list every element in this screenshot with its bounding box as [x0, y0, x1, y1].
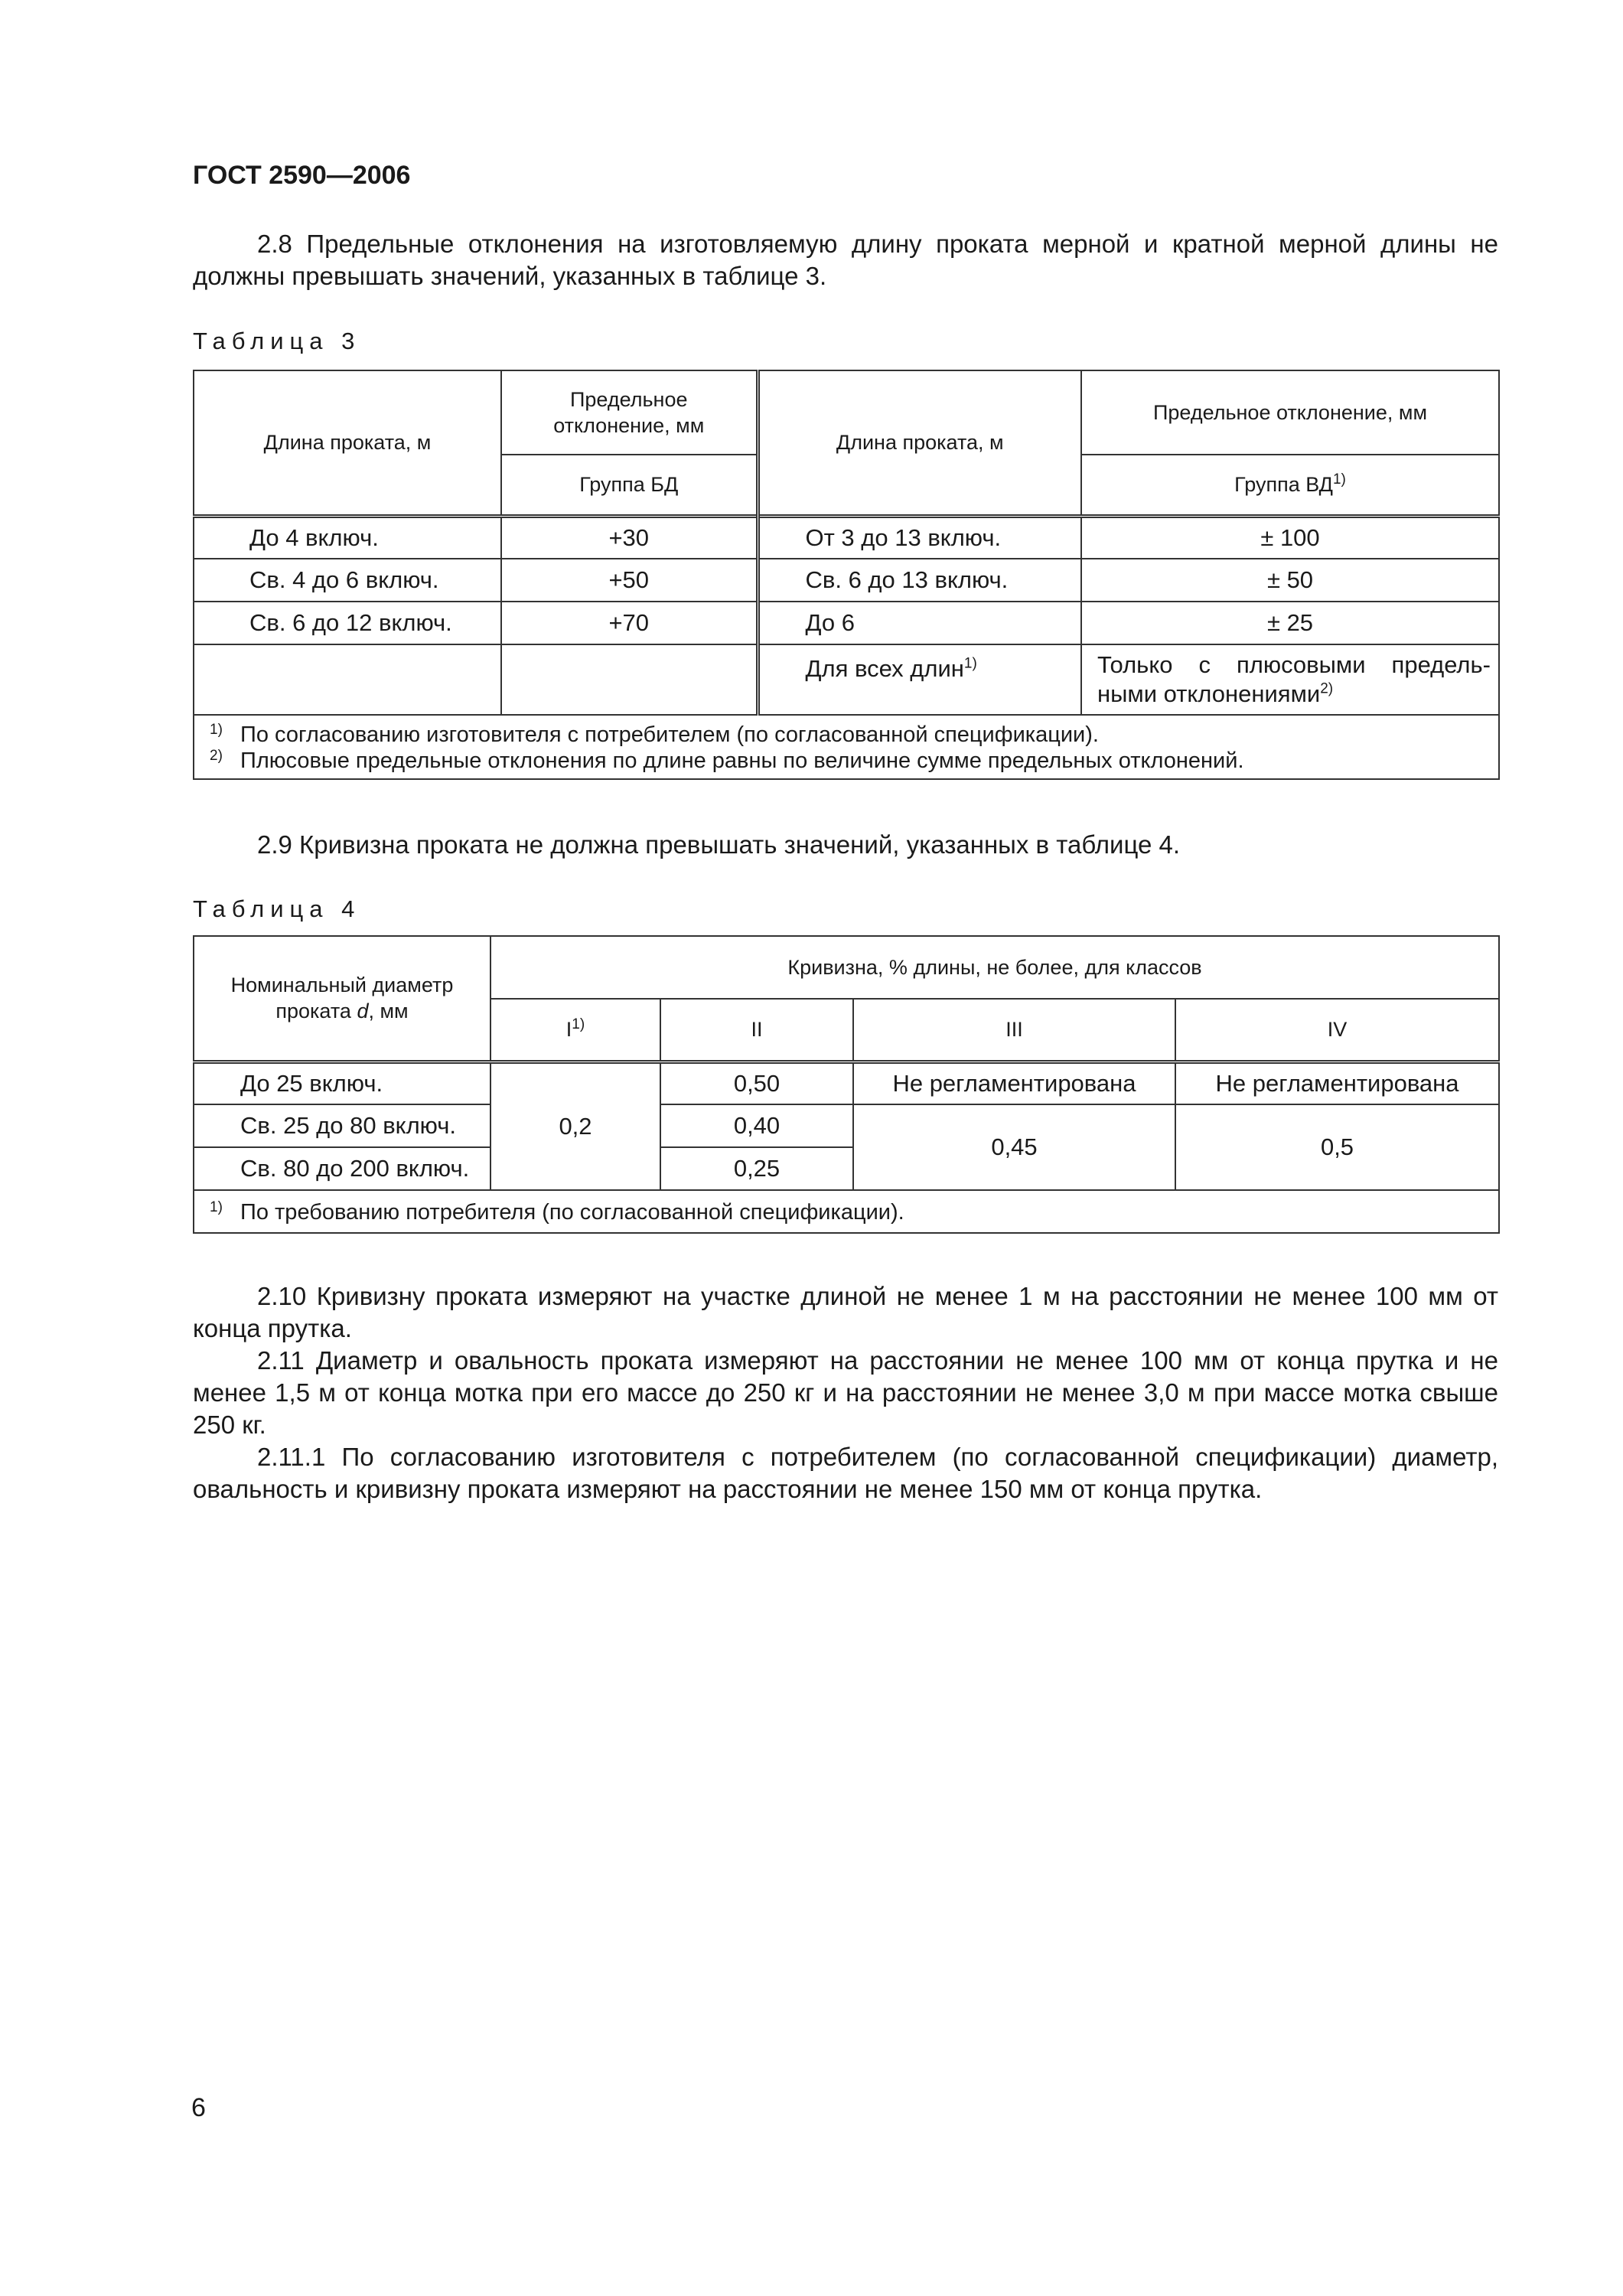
- table3-caption: Таблица 3: [193, 328, 361, 354]
- t3-footnote-1: [210, 722, 1491, 748]
- t3-group-vd-footnote-mark: 1): [1332, 471, 1346, 488]
- t4-header-class-ii: II: [660, 999, 853, 1062]
- t3-header-deviation-right: Предельное отклонение, мм: [1081, 370, 1499, 455]
- t3-row4-len-right: [758, 644, 1081, 715]
- t4-row1-class-iv: Не регламентирована: [1175, 1062, 1499, 1104]
- t4-header-diameter-symbol: d: [357, 1000, 369, 1023]
- paragraph-2-9: [193, 829, 1498, 861]
- t3-row3-dev-left: +70: [501, 602, 758, 644]
- t3-footnote-1-text: По согласованию изготовителя с потребителем (по согласованной спецификации).: [240, 722, 1099, 747]
- t4-header-curvature: Кривизна, % длины, не более, для классов: [490, 936, 1499, 999]
- t3-row3-len-left: Св. 6 до 12 включ.: [194, 602, 501, 644]
- t4-header-diameter-line1: Номинальный диаметр: [230, 974, 454, 997]
- t3-row3-dev-right: ± 25: [1081, 602, 1499, 644]
- t3-footnote-1-mark: 1): [210, 722, 223, 738]
- t3-row4-dev-left: [501, 644, 758, 715]
- t3-row4-dev-right-text: Только с плюсовыми предель-ными отклонениями: [1097, 651, 1491, 707]
- t4-header-diameter: [194, 936, 490, 1062]
- t3-row2-len-left: Св. 4 до 6 включ.: [194, 559, 501, 602]
- paragraph-2-9-text: 2.9 Кривизна проката не должна превышать значений, указанных в таблице 4.: [257, 830, 1181, 859]
- t3-footnote-2-mark: 2): [210, 748, 223, 764]
- t3-header-deviation-left: Предельное отклонение, мм: [501, 370, 758, 455]
- t4-header-diameter-prefix: проката: [275, 1000, 357, 1023]
- t3-row4-dev-right-mark: 2): [1320, 680, 1334, 697]
- t4-class-i-label: I: [565, 1018, 572, 1042]
- t4-class-i-value: 0,2: [490, 1062, 660, 1190]
- t3-header-length-left: Длина проката, м: [194, 370, 501, 516]
- t4-row3-class-ii: 0,25: [660, 1147, 853, 1190]
- t3-header-group-vd: [1081, 455, 1499, 516]
- t4-footnote-1: [210, 1199, 1491, 1225]
- t3-footnotes: [194, 715, 1499, 779]
- t4-footnote-1-text: По требованию потребителя (по согласованной спецификации).: [240, 1200, 904, 1225]
- t4-footnote-1-mark: 1): [210, 1199, 223, 1215]
- table4-caption: Таблица 4: [193, 895, 361, 922]
- page-number: 6: [191, 2093, 206, 2122]
- t3-row2-dev-right: ± 50: [1081, 559, 1499, 602]
- t4-class-iv-merged: 0,5: [1175, 1104, 1499, 1190]
- paragraph-2-10: [193, 1280, 1498, 1345]
- t3-row1-len-left: До 4 включ.: [194, 516, 501, 559]
- t3-row2-dev-left: +50: [501, 559, 758, 602]
- t3-row2-len-right: Св. 6 до 13 включ.: [758, 559, 1081, 602]
- paragraph-2-11-text: 2.11 Диаметр и овальность проката измеряют на расстоянии не менее 100 мм от конца прутка и не менее 1,5 м от конца мотка при его массе до 250 кг и на расстоянии не менее 3,0 м при массе мотка свыше 250 кг.: [193, 1346, 1498, 1439]
- table-4: [193, 935, 1500, 1234]
- t3-group-vd-label: Группа ВД: [1234, 473, 1333, 497]
- table-3: [193, 370, 1500, 780]
- t3-row1-dev-left: +30: [501, 516, 758, 559]
- t4-row1-class-iii: Не регламентирована: [853, 1062, 1175, 1104]
- t3-row1-len-right: От 3 до 13 включ.: [758, 516, 1081, 559]
- t4-header-class-i: [490, 999, 660, 1062]
- t3-footnote-2: [210, 748, 1491, 774]
- t4-row2-diameter: Св. 25 до 80 включ.: [194, 1104, 490, 1147]
- t4-header-diameter-unit: , мм: [368, 1000, 409, 1023]
- document-header: ГОСТ 2590—2006: [193, 161, 411, 190]
- paragraph-2-11-1: [193, 1441, 1498, 1505]
- paragraph-2-10-text: 2.10 Кривизну проката измеряют на участке длиной не менее 1 м на расстоянии не менее 100 мм от конца прутка.: [193, 1282, 1498, 1342]
- t3-header-length-right: Длина проката, м: [758, 370, 1081, 516]
- t3-header-group-bd: Группа БД: [501, 455, 758, 516]
- t4-footnote: [194, 1190, 1499, 1233]
- t4-row1-diameter: До 25 включ.: [194, 1062, 490, 1104]
- t3-row4-len-right-text: Для всех длин: [805, 655, 964, 682]
- paragraph-2-8-text: 2.8 Предельные отклонения на изготовляемую длину проката мерной и кратной мерной длины не должны превышать значений, указанных в таблице 3.: [193, 230, 1498, 290]
- t4-class-iii-merged: 0,45: [853, 1104, 1175, 1190]
- t3-footnote-2-text: Плюсовые предельные отклонения по длине равны по величине сумме предельных отклонений.: [240, 748, 1244, 773]
- t4-class-i-mark: 1): [572, 1016, 585, 1033]
- paragraph-2-8: [193, 228, 1498, 292]
- t4-row1-class-ii: 0,50: [660, 1062, 853, 1104]
- t3-row4-len-left: [194, 644, 501, 715]
- paragraph-2-11: [193, 1345, 1498, 1441]
- paragraph-2-11-1-text: 2.11.1 По согласованию изготовителя с потребителем (по согласованной спецификации) диаметр, овальность и кривизну проката измеряют на расстоянии не менее 150 мм от конца прутка.: [193, 1443, 1498, 1503]
- t4-header-class-iv: IV: [1175, 999, 1499, 1062]
- t3-row1-dev-right: ± 100: [1081, 516, 1499, 559]
- t4-header-class-iii: III: [853, 999, 1175, 1062]
- t3-row4-dev-right: [1081, 644, 1499, 715]
- t3-row3-len-right: До 6: [758, 602, 1081, 644]
- t3-row4-len-right-mark: 1): [963, 655, 977, 672]
- t4-row3-diameter: Св. 80 до 200 включ.: [194, 1147, 490, 1190]
- t4-header-diameter-line2: [202, 998, 482, 1024]
- t4-row2-class-ii: 0,40: [660, 1104, 853, 1147]
